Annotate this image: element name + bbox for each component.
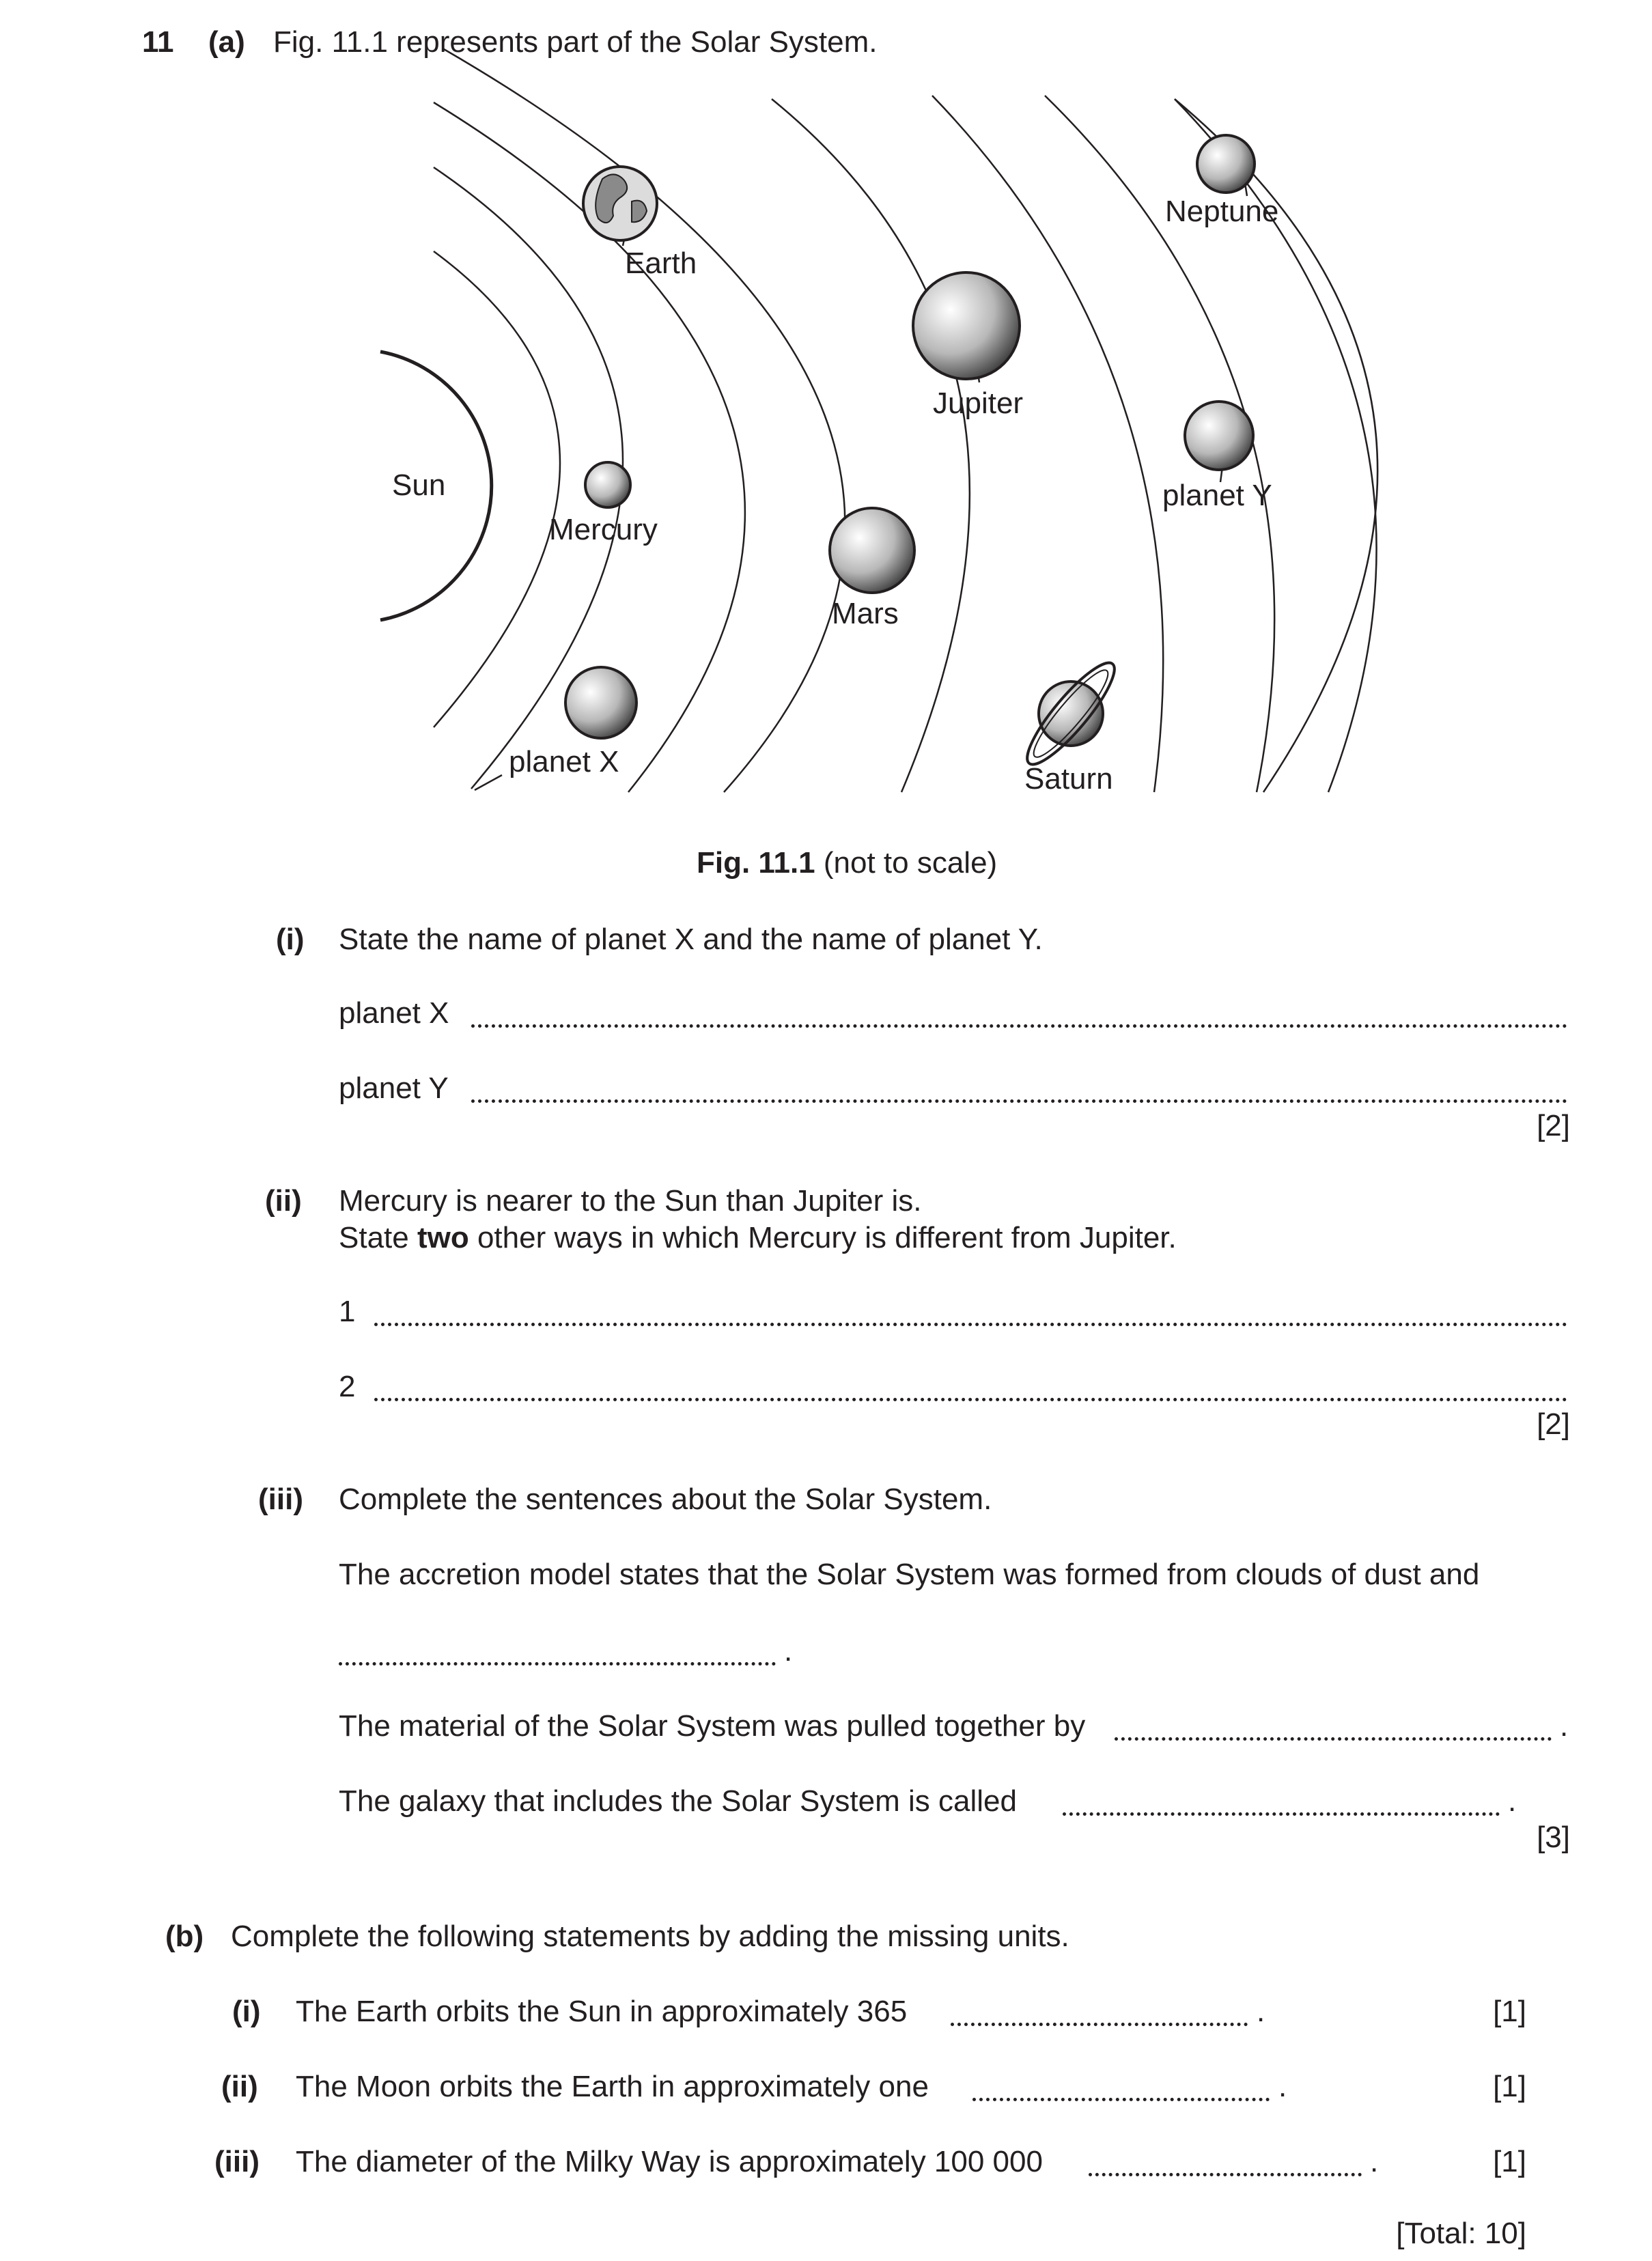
mars-label: Mars [832,597,899,630]
saturn-label: Saturn [1024,762,1113,796]
b-i-label: (i) [232,1995,261,2028]
b-ii-label: (ii) [221,2070,258,2103]
jupiter-label: Jupiter [933,387,1024,420]
b-ii-answer-line[interactable] [972,2098,1270,2101]
sentence-3-period: . [1508,1784,1517,1818]
planet-x-planet [565,667,636,738]
planet-y-answer-line[interactable] [471,1099,1567,1103]
a-ii-prompt-line2: State two other ways in which Mercury is different from Jupiter. [339,1221,1177,1254]
neptune-label: Neptune [1165,195,1279,228]
sentence-3-answer-line[interactable] [1063,1812,1500,1816]
b-ii-text: The Moon orbits the Earth in approximately one [296,2070,929,2103]
figure-caption: Fig. 11.1 (not to scale) [697,846,998,880]
neptune-planet [1197,135,1255,193]
a-iii-prompt: Complete the sentences about the Solar System. [339,1483,992,1516]
orbit-4 [444,49,845,792]
sentence-1-period: . [784,1634,793,1668]
a-ii-prompt-line1: Mercury is nearer to the Sun than Jupiter is. [339,1184,922,1218]
b-i-period: . [1257,1995,1265,2028]
sentence-3: The galaxy that includes the Solar System is called [339,1784,1017,1818]
mars-planet [830,508,914,593]
part-a-intro: Fig. 11.1 represents part of the Solar System. [273,25,878,59]
solar-system-figure [0,0,1652,819]
difference-2-label: 2 [339,1370,356,1403]
planet-x-answer-label: planet X [339,996,449,1030]
planet-x-label: planet X [509,745,619,778]
planet-y-answer-label: planet Y [339,1071,449,1105]
a-i-label: (i) [276,923,305,956]
total-marks: [Total: 10] [1396,2217,1526,2250]
jupiter-planet [913,272,1020,379]
b-iii-marks: [1] [1493,2145,1526,2178]
sentence-1: The accretion model states that the Solar System was formed from clouds of dust and [339,1558,1480,1591]
mercury-label: Mercury [549,513,658,546]
sentence-2-answer-line[interactable] [1115,1737,1552,1741]
a-i-prompt: State the name of planet X and the name of planet Y. [339,923,1043,956]
mercury-planet [585,462,630,507]
a-i-marks: [2] [1537,1109,1570,1142]
part-b-label: (b) [165,1920,204,1953]
sentence-2: The material of the Solar System was pulled together by [339,1709,1086,1743]
b-iii-period: . [1370,2145,1379,2178]
planet-y-label: planet Y [1162,479,1272,512]
earth-label: Earth [625,247,697,280]
a-ii-marks: [2] [1537,1407,1570,1441]
saturn-planet [1017,654,1125,774]
planet-y-planet [1185,402,1253,470]
question-number: 11 [142,25,174,59]
b-iii-answer-line[interactable] [1089,2173,1362,2176]
sentence-2-period: . [1560,1709,1569,1743]
part-b-prompt: Complete the following statements by adding the missing units. [231,1920,1069,1953]
a-iii-label: (iii) [258,1483,303,1516]
b-ii-period: . [1278,2070,1287,2103]
orbit-5 [772,99,970,792]
a-ii-label: (ii) [265,1184,302,1218]
b-iii-label: (iii) [214,2145,260,2178]
sun-label: Sun [392,468,446,502]
b-i-answer-line[interactable] [951,2023,1248,2026]
b-iii-text: The diameter of the Milky Way is approximately 100 000 [296,2145,1043,2178]
part-a-label: (a) [208,25,245,59]
a-iii-marks: [3] [1537,1821,1570,1854]
earth-planet [583,167,657,240]
sentence-1-answer-line[interactable] [339,1662,776,1666]
difference-2-line[interactable] [374,1398,1567,1401]
b-ii-marks: [1] [1493,2070,1526,2103]
b-i-marks: [1] [1493,1995,1526,2028]
planet-x-answer-line[interactable] [471,1024,1567,1028]
difference-1-label: 1 [339,1295,356,1328]
b-i-text: The Earth orbits the Sun in approximately 365 [296,1995,908,2028]
orbit-1 [434,251,560,727]
difference-1-line[interactable] [374,1323,1567,1326]
